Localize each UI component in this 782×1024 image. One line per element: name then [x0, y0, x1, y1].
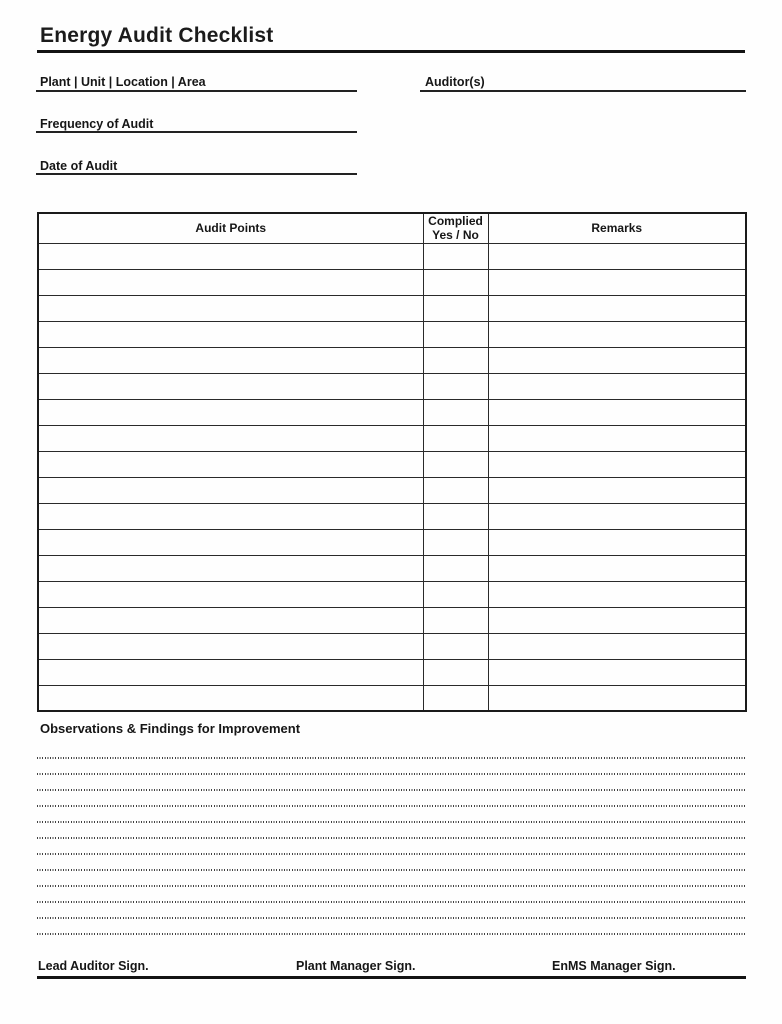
table-cell-audit-points[interactable]: [38, 399, 423, 425]
table-cell-complied[interactable]: [423, 633, 488, 659]
table-cell-audit-points[interactable]: [38, 503, 423, 529]
table-cell-complied[interactable]: [423, 685, 488, 711]
table-row: [38, 269, 746, 295]
table-row: [38, 321, 746, 347]
table-cell-complied[interactable]: [423, 555, 488, 581]
table-cell-remarks[interactable]: [488, 607, 746, 633]
date-of-audit-field[interactable]: [36, 173, 357, 175]
observations-lines: [37, 757, 746, 949]
table-cell-complied[interactable]: [423, 607, 488, 633]
writing-line[interactable]: [37, 805, 746, 807]
table-row: [38, 607, 746, 633]
table-cell-remarks[interactable]: [488, 555, 746, 581]
table-cell-audit-points[interactable]: [38, 477, 423, 503]
table-cell-remarks[interactable]: [488, 581, 746, 607]
table-cell-audit-points[interactable]: [38, 633, 423, 659]
audit-points-table: [37, 212, 747, 712]
table-cell-remarks[interactable]: [488, 295, 746, 321]
table-row: [38, 425, 746, 451]
table-cell-remarks[interactable]: [488, 425, 746, 451]
table-cell-complied[interactable]: [423, 269, 488, 295]
writing-line[interactable]: [37, 757, 746, 759]
table-cell-audit-points[interactable]: [38, 295, 423, 321]
table-cell-audit-points[interactable]: [38, 269, 423, 295]
table-row: [38, 295, 746, 321]
audit-table-body: [38, 243, 746, 711]
observations-findings-label: Observations & Findings for Improvement: [40, 721, 301, 736]
table-row: [38, 347, 746, 373]
col-header-complied-line2: Yes / No: [432, 228, 479, 243]
table-cell-complied[interactable]: [423, 295, 488, 321]
table-cell-audit-points[interactable]: [38, 373, 423, 399]
col-header-complied: [423, 213, 488, 243]
table-cell-audit-points[interactable]: [38, 555, 423, 581]
table-cell-complied[interactable]: [423, 373, 488, 399]
writing-line[interactable]: [37, 789, 746, 791]
table-row: [38, 373, 746, 399]
table-cell-complied[interactable]: [423, 529, 488, 555]
title-rule: [37, 50, 745, 53]
writing-line[interactable]: [37, 917, 746, 919]
table-cell-remarks[interactable]: [488, 399, 746, 425]
writing-line[interactable]: [37, 933, 746, 935]
table-row: [38, 659, 746, 685]
table-cell-remarks[interactable]: [488, 685, 746, 711]
table-cell-remarks[interactable]: [488, 659, 746, 685]
table-cell-complied[interactable]: [423, 425, 488, 451]
table-cell-audit-points[interactable]: [38, 321, 423, 347]
table-cell-audit-points[interactable]: [38, 659, 423, 685]
table-cell-audit-points[interactable]: [38, 347, 423, 373]
table-row: [38, 451, 746, 477]
writing-line[interactable]: [37, 821, 746, 823]
table-row: [38, 399, 746, 425]
table-row: [38, 477, 746, 503]
table-cell-complied[interactable]: [423, 477, 488, 503]
plant-manager-sign-label: Plant Manager Sign.: [296, 959, 416, 973]
writing-line[interactable]: [37, 869, 746, 871]
table-row: [38, 503, 746, 529]
table-cell-remarks[interactable]: [488, 633, 746, 659]
table-cell-complied[interactable]: [423, 321, 488, 347]
enms-manager-sign-label: EnMS Manager Sign.: [552, 959, 676, 973]
table-cell-remarks[interactable]: [488, 503, 746, 529]
table-cell-audit-points[interactable]: [38, 685, 423, 711]
table-cell-complied[interactable]: [423, 581, 488, 607]
frequency-of-audit-field[interactable]: [36, 131, 357, 133]
writing-line[interactable]: [37, 853, 746, 855]
table-header-row: [38, 213, 746, 243]
table-cell-complied[interactable]: [423, 659, 488, 685]
table-row: [38, 243, 746, 269]
table-cell-audit-points[interactable]: [38, 607, 423, 633]
table-cell-remarks[interactable]: [488, 347, 746, 373]
table-row: [38, 581, 746, 607]
writing-line[interactable]: [37, 773, 746, 775]
table-cell-complied[interactable]: [423, 399, 488, 425]
table-cell-remarks[interactable]: [488, 321, 746, 347]
signature-rule[interactable]: [37, 976, 746, 979]
col-header-remarks: Remarks: [488, 213, 746, 243]
table-cell-audit-points[interactable]: [38, 581, 423, 607]
table-row: [38, 529, 746, 555]
table-row: [38, 685, 746, 711]
plant-unit-location-area-field[interactable]: [36, 90, 357, 92]
col-header-audit-points: Audit Points: [38, 213, 423, 243]
table-cell-audit-points[interactable]: [38, 529, 423, 555]
frequency-of-audit-label: Frequency of Audit: [40, 117, 154, 131]
auditors-label: Auditor(s): [425, 75, 485, 89]
auditors-field[interactable]: [420, 90, 746, 92]
writing-line[interactable]: [37, 901, 746, 903]
writing-line[interactable]: [37, 885, 746, 887]
table-cell-remarks[interactable]: [488, 477, 746, 503]
table-row: [38, 555, 746, 581]
table-cell-complied[interactable]: [423, 347, 488, 373]
table-cell-complied[interactable]: [423, 243, 488, 269]
table-cell-complied[interactable]: [423, 451, 488, 477]
table-row: [38, 633, 746, 659]
lead-auditor-sign-label: Lead Auditor Sign.: [38, 959, 149, 973]
col-header-complied-line1: Complied: [428, 214, 483, 229]
table-cell-complied[interactable]: [423, 503, 488, 529]
table-cell-remarks[interactable]: [488, 243, 746, 269]
plant-unit-location-area-label: Plant | Unit | Location | Area: [40, 75, 206, 89]
table-cell-audit-points[interactable]: [38, 243, 423, 269]
table-cell-audit-points[interactable]: [38, 451, 423, 477]
table-cell-audit-points[interactable]: [38, 425, 423, 451]
date-of-audit-label: Date of Audit: [40, 159, 118, 173]
table-cell-remarks[interactable]: [488, 529, 746, 555]
table-cell-remarks[interactable]: [488, 451, 746, 477]
page-title: Energy Audit Checklist: [40, 24, 274, 47]
table-cell-remarks[interactable]: [488, 269, 746, 295]
table-cell-remarks[interactable]: [488, 373, 746, 399]
writing-line[interactable]: [37, 837, 746, 839]
